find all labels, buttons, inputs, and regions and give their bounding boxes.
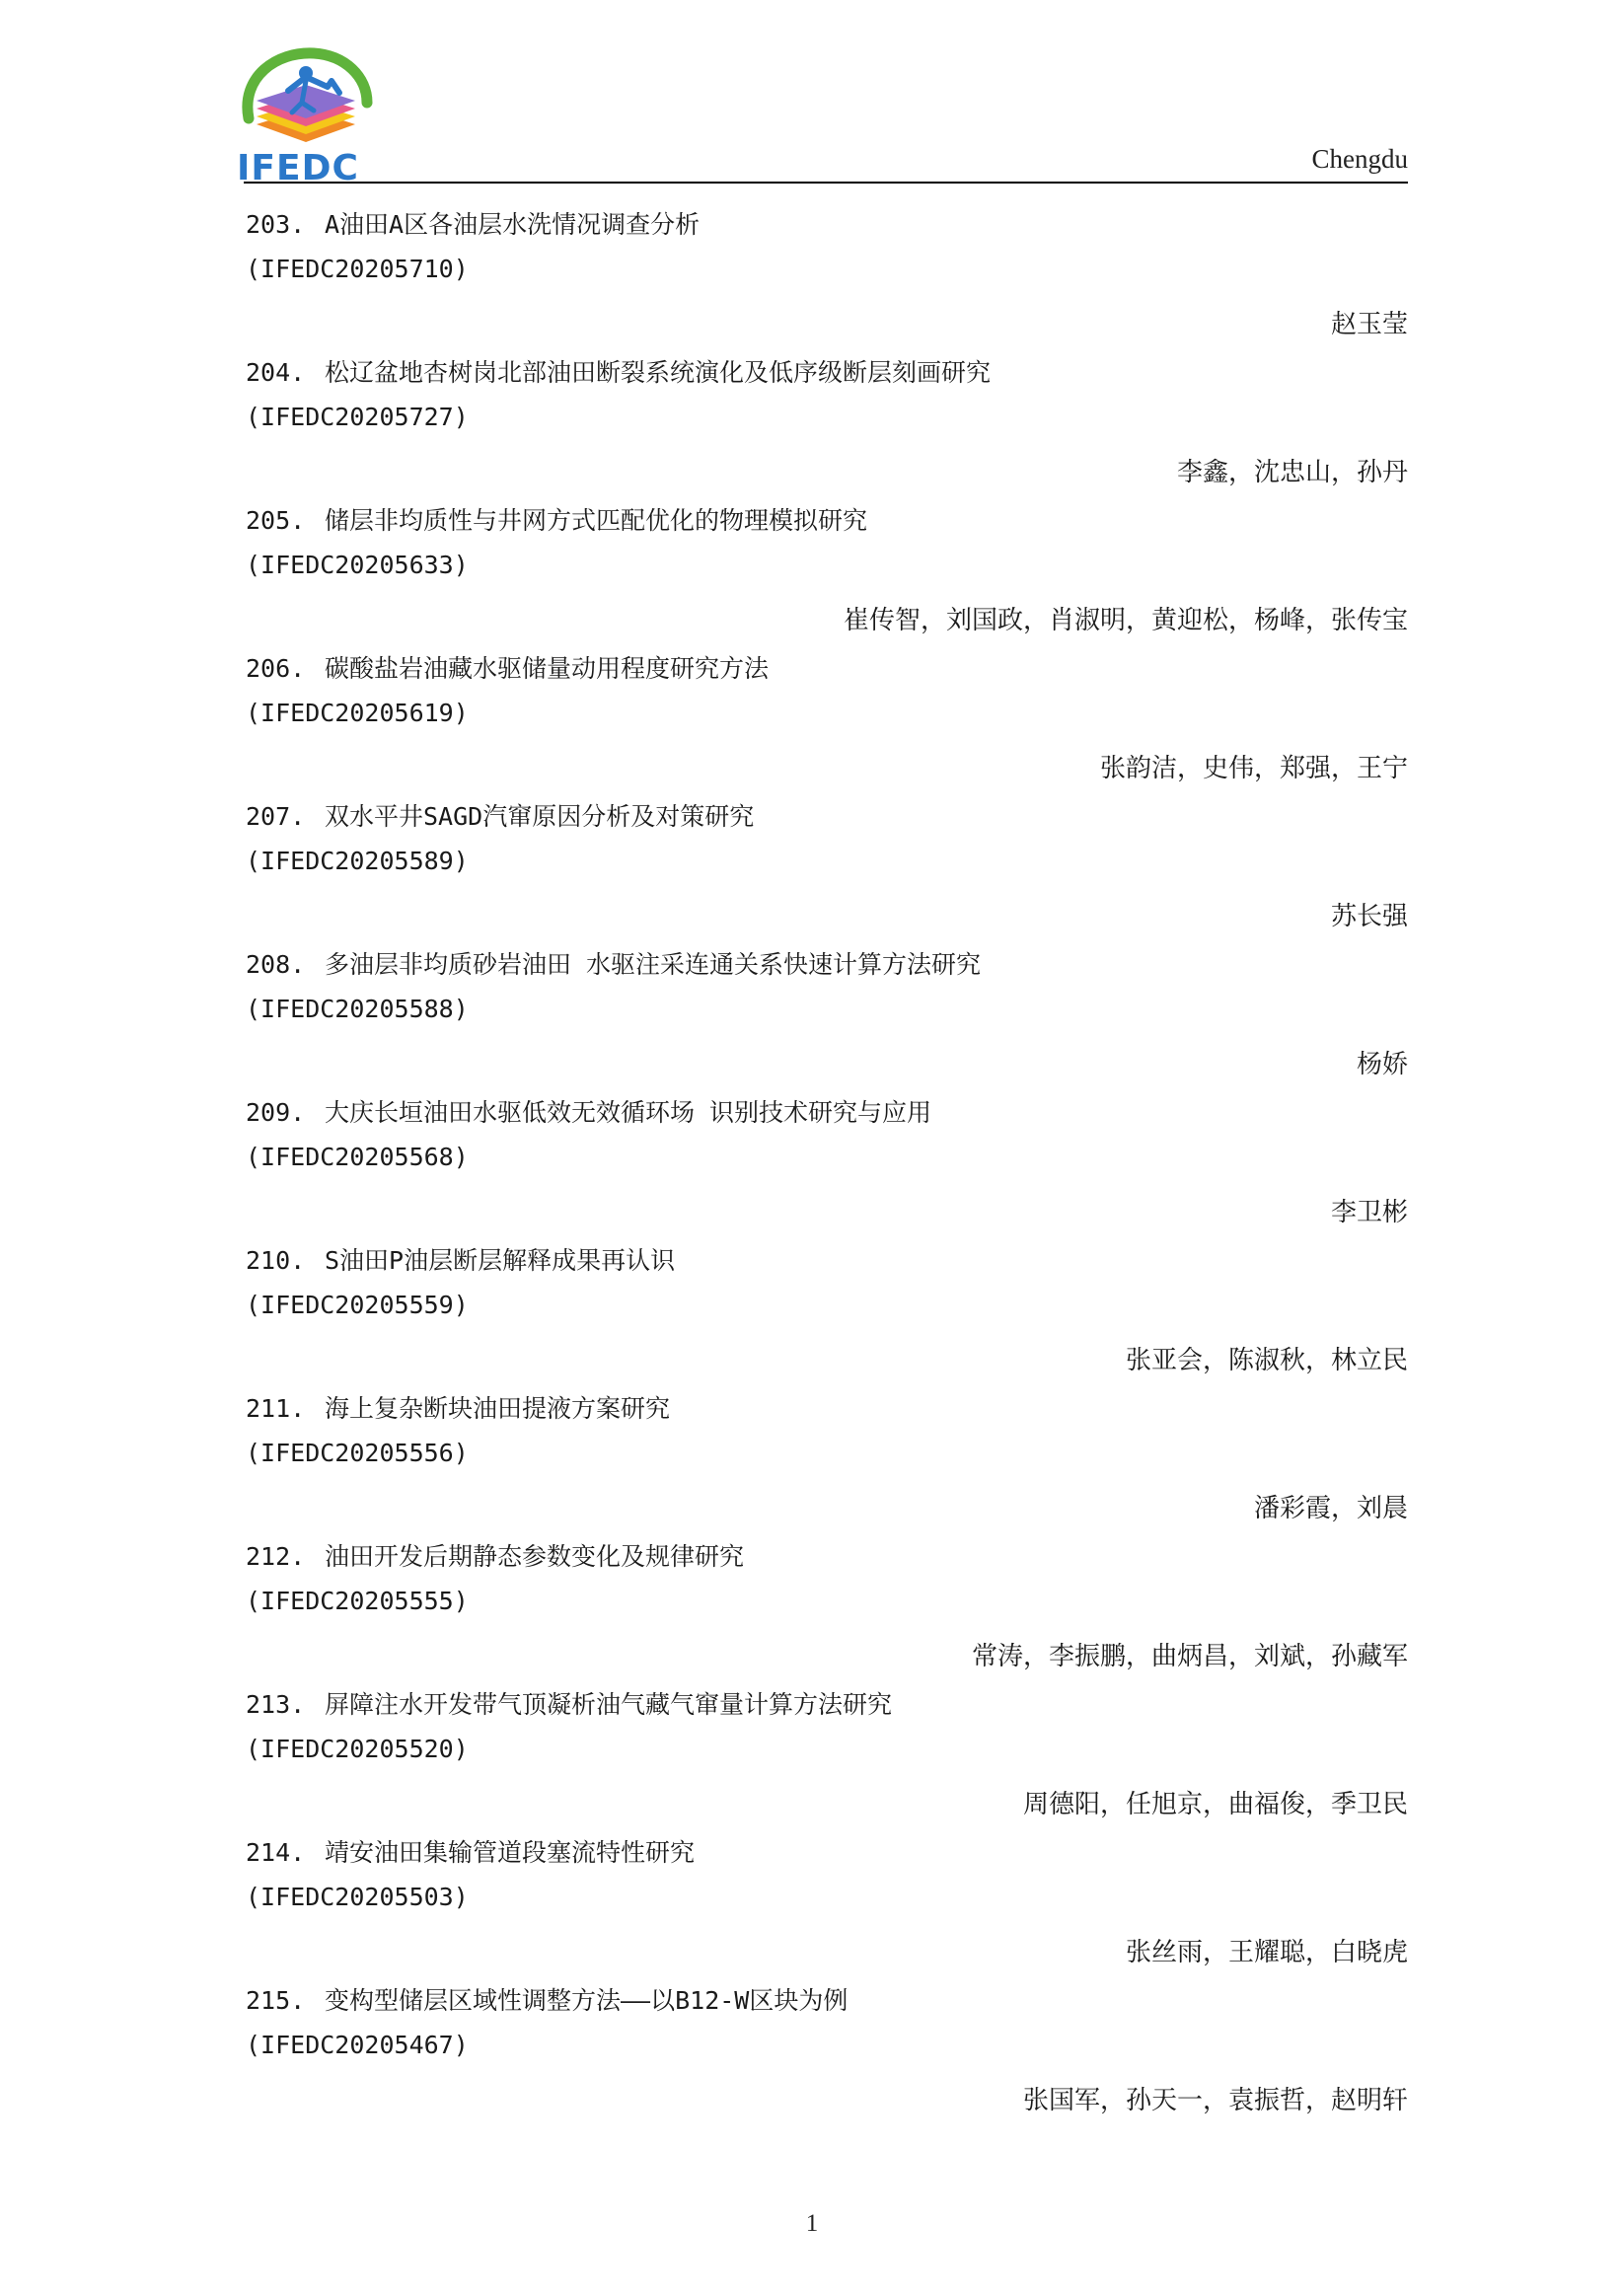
list-item — [0, 937, 1624, 1085]
entry-authors: 张韵洁，史伟，郑强，王宁 — [1099, 754, 1408, 783]
entry-number: 214. — [246, 1838, 306, 1867]
entry-title-text: 变构型储层区域性调整方法——以B12-W区块为例 — [325, 1986, 849, 2015]
entry-authors: 赵玉莹 — [1330, 310, 1408, 339]
entry-title — [246, 205, 700, 241]
list-item — [0, 1233, 1624, 1381]
entry-number: 206. — [246, 654, 306, 683]
entry-code: (IFEDC20205633) — [246, 551, 469, 579]
list-item — [0, 1973, 1624, 2121]
entry-number: 213. — [246, 1690, 306, 1719]
entry-number: 210. — [246, 1246, 306, 1275]
entry-number: 209. — [246, 1098, 306, 1127]
entry-title — [246, 649, 769, 685]
list-item — [0, 1381, 1624, 1529]
entry-number: 215. — [246, 1986, 306, 2015]
list-item — [0, 345, 1624, 493]
entry-title — [246, 1537, 744, 1573]
ifedc-logo — [237, 47, 375, 188]
logo-emblem-icon — [237, 47, 375, 156]
entry-number: 203. — [246, 210, 306, 239]
entry-title-text: 碳酸盐岩油藏水驱储量动用程度研究方法 — [325, 654, 770, 683]
entry-title — [246, 1389, 670, 1425]
entry-title — [246, 945, 981, 981]
entry-title-text: S油田P油层断层解释成果再认识 — [325, 1246, 676, 1275]
page-number: 1 — [805, 2210, 819, 2237]
list-item — [0, 493, 1624, 641]
list-item — [0, 1825, 1624, 1973]
entry-authors: 崔传智，刘国政，肖淑明，黄迎松，杨峰，张传宝 — [843, 606, 1408, 635]
entry-code: (IFEDC20205619) — [246, 699, 469, 727]
entry-number: 212. — [246, 1542, 306, 1571]
entry-number: 211. — [246, 1394, 306, 1423]
entry-title — [246, 1093, 931, 1129]
entry-code: (IFEDC20205503) — [246, 1883, 469, 1911]
entry-title-text: 油田开发后期静态参数变化及规律研究 — [325, 1542, 745, 1571]
entry-code: (IFEDC20205589) — [246, 847, 469, 875]
entry-code: (IFEDC20205520) — [246, 1735, 469, 1763]
entry-code: (IFEDC20205556) — [246, 1439, 469, 1467]
entry-number: 205. — [246, 506, 306, 535]
logo-text: IFEDC — [237, 148, 359, 188]
entry-title — [246, 1685, 892, 1721]
entry-title — [246, 353, 991, 389]
entry-code: (IFEDC20205588) — [246, 995, 469, 1023]
entry-number: 204. — [246, 358, 306, 387]
entry-title-text: A油田A区各油层水洗情况调查分析 — [325, 210, 701, 239]
paper-list — [0, 197, 1624, 2121]
entry-title — [246, 1241, 675, 1277]
entry-title — [246, 1981, 848, 2017]
entry-authors: 苏长强 — [1330, 902, 1408, 931]
header-divider — [244, 182, 1408, 184]
list-item — [0, 197, 1624, 345]
page-header — [0, 0, 1624, 187]
entry-title-text: 大庆长垣油田水驱低效无效循环场 识别技术研究与应用 — [325, 1098, 932, 1127]
entry-title — [246, 1833, 695, 1869]
entry-title-text: 双水平井SAGD汽窜原因分析及对策研究 — [325, 802, 755, 831]
entry-code: (IFEDC20205568) — [246, 1143, 469, 1171]
list-item — [0, 789, 1624, 937]
entry-authors: 张丝雨，王耀聪，白晓虎 — [1125, 1938, 1408, 1967]
list-item — [0, 641, 1624, 789]
entry-code: (IFEDC20205710) — [246, 255, 469, 283]
entry-number: 208. — [246, 950, 306, 979]
entry-title-text: 靖安油田集输管道段塞流特性研究 — [325, 1838, 696, 1867]
entry-code: (IFEDC20205555) — [246, 1587, 469, 1615]
header-city: Chengdu — [1311, 144, 1408, 174]
entry-authors: 杨娇 — [1356, 1050, 1408, 1079]
entry-number: 207. — [246, 802, 306, 831]
entry-code: (IFEDC20205467) — [246, 2031, 469, 2059]
entry-title-text: 储层非均质性与井网方式匹配优化的物理模拟研究 — [325, 506, 868, 535]
entry-authors: 李卫彬 — [1330, 1198, 1408, 1227]
entry-title — [246, 501, 867, 537]
list-item — [0, 1677, 1624, 1825]
entry-authors: 潘彩霞，刘晨 — [1253, 1494, 1408, 1523]
entry-authors: 常涛，李振鹏，曲炳昌，刘斌，孙藏军 — [971, 1642, 1408, 1671]
entry-title-text: 海上复杂断块油田提液方案研究 — [325, 1394, 671, 1423]
entry-title-text: 多油层非均质砂岩油田 水驱注采连通关系快速计算方法研究 — [325, 950, 982, 979]
entry-title — [246, 797, 754, 833]
entry-code: (IFEDC20205559) — [246, 1291, 469, 1319]
entry-authors: 张亚会，陈淑秋，林立民 — [1125, 1346, 1408, 1375]
list-item — [0, 1085, 1624, 1233]
entry-title-text: 松辽盆地杏树岗北部油田断裂系统演化及低序级断层刻画研究 — [325, 358, 992, 387]
entry-authors: 张国军，孙天一，袁振哲，赵明轩 — [1022, 2086, 1408, 2115]
entry-authors: 周德阳，任旭京，曲福俊，季卫民 — [1022, 1790, 1408, 1819]
list-item — [0, 1529, 1624, 1677]
entry-title-text: 屏障注水开发带气顶凝析油气藏气窜量计算方法研究 — [325, 1690, 893, 1719]
entry-authors: 李鑫，沈忠山，孙丹 — [1176, 458, 1408, 487]
entry-code: (IFEDC20205727) — [246, 403, 469, 431]
